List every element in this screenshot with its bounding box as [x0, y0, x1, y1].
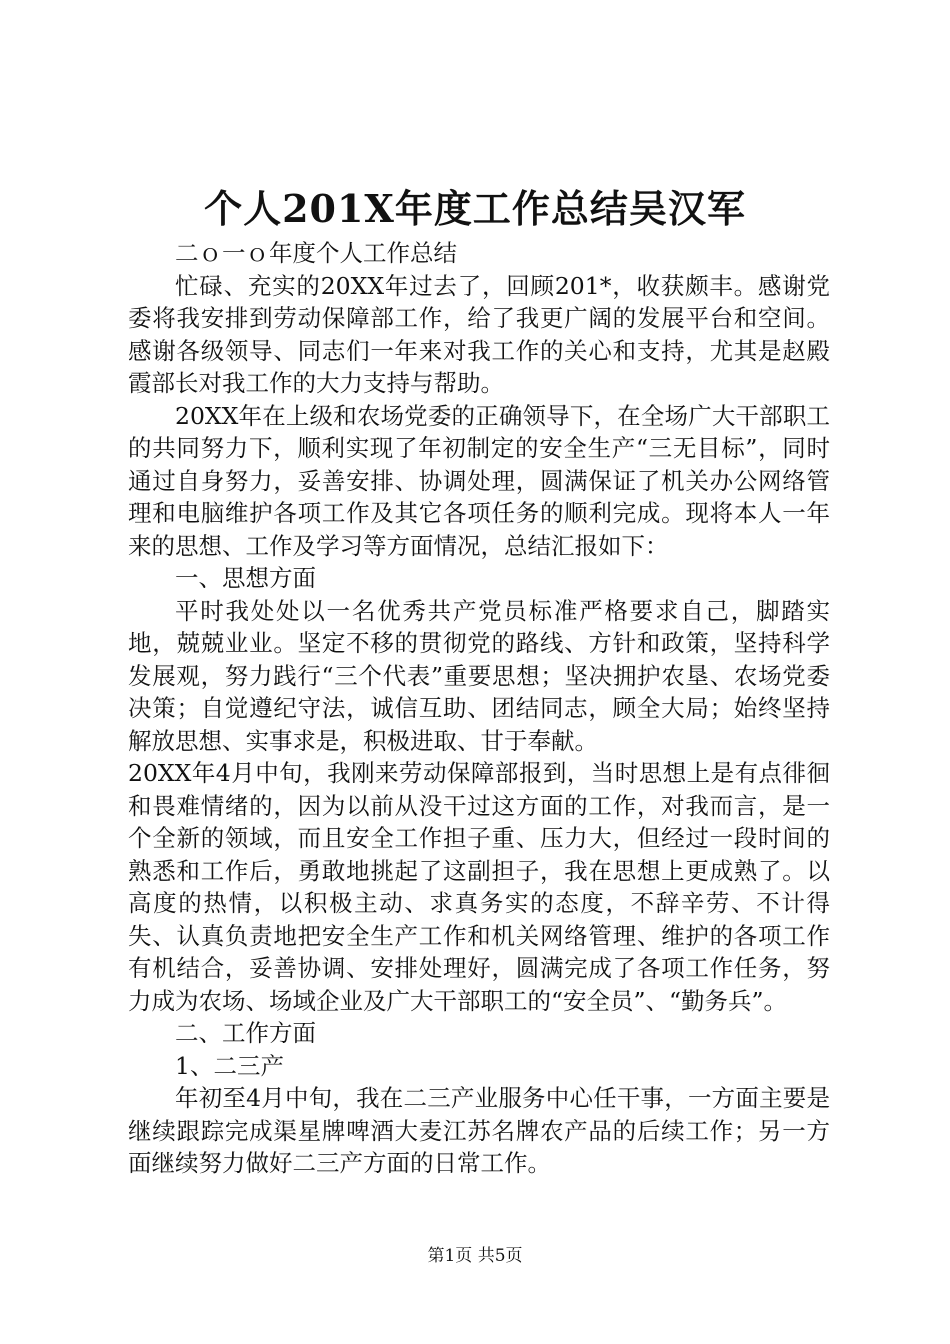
section-heading-thought: 一、思想方面 [175, 564, 316, 592]
page-number-footer: 第1页 共5页 [427, 1246, 523, 1266]
document-body [128, 237, 830, 1180]
summary-paragraph: 20XX年在上级和农场党委的正确领导下，在全场广大干部职工的共同努力下，顺利实现了年初制定的安全生产“三无目标”，同时通过自身努力，妥善安排、协调处理，圆满保证了机关办公网络管理和电脑维护各项工作及其它各项任务的顺利完成。现将本人一年来的思想、工作及学习等方面情况，总结汇报如下： [128, 401, 830, 560]
page-title: 个人201X年度工作总结吴汉军 [204, 186, 746, 231]
subtitle-paragraph: 二ｏ一ｏ年度个人工作总结 [175, 239, 457, 267]
industry-paragraph: 年初至4月中旬，我在二三产业服务中心任干事，一方面主要是继续跟踪完成渠星牌啤酒大麦江苏名牌农产品的后续工作；另一方面继续努力做好二三产方面的日常工作。 [128, 1084, 830, 1177]
thought-paragraph: 平时我处处以一名优秀共产党员标准严格要求自己，脚踏实地，兢兢业业。坚定不移的贯彻党的路线、方针和政策，坚持科学发展观，努力践行“三个代表”重要思想；坚决拥护农垦、农场党委决策；自觉遵纪守法，诚信互助、团结同志，顾全大局；始终坚持解放思想、实事求是，积极进取、甘于奉献。 [128, 596, 830, 755]
intro-paragraph: 忙碌、充实的20XX年过去了，回顾201*，收获颇丰。感谢党委将我安排到劳动保障部工作，给了我更广阔的发展平台和空间。感谢各级领导、同志们一年来对我工作的关心和支持，尤其是赵殿霞部长对我工作的大力支持与帮助。 [128, 271, 830, 397]
section-heading-work: 二、工作方面 [175, 1019, 316, 1047]
thought-paragraph-continued: 20XX年4月中旬，我刚来劳动保障部报到，当时思想上是有点徘徊和畏难情绪的，因为以前从没干过这方面的工作，对我而言，是一个全新的领域，而且安全工作担子重、压力大，但经过一段时间的熟悉和工作后，勇敢地挑起了这副担子，我在思想上更成熟了。以高度的热情，以积极主动、求真务实的态度，不辞辛劳、不计得失、认真负责地把安全生产工作和机关网络管理、维护的各项工作有机结合，妥善协调、安排处理好，圆满完成了各项工作任务，努力成为农场、场域企业及广大干部职工的“安全员”、“勤务兵”。 [128, 759, 830, 1015]
subsection-heading-industry: 1、二三产 [175, 1051, 284, 1080]
